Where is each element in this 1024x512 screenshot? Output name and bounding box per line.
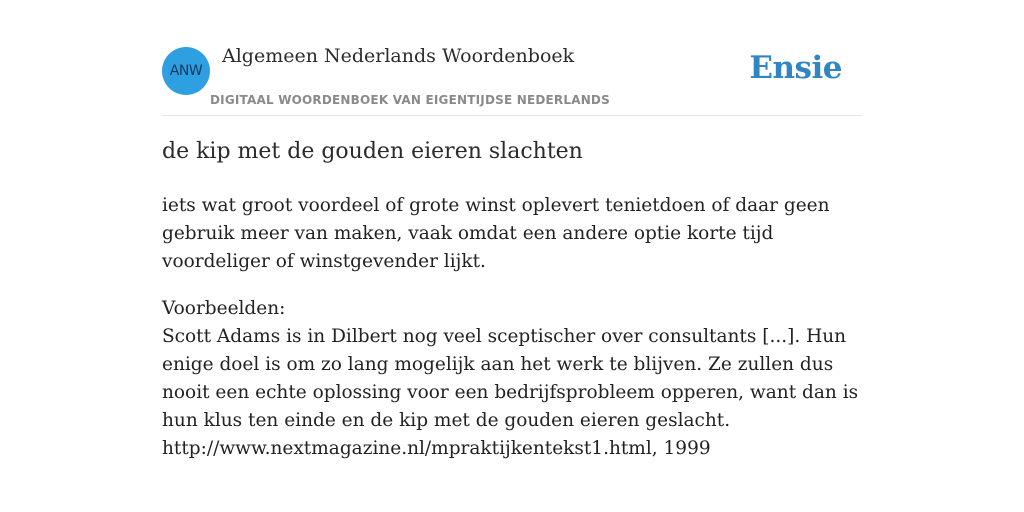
anw-logo[interactable]: ANW (162, 47, 210, 95)
site-title[interactable]: Algemeen Nederlands Woordenboek (222, 45, 575, 67)
example-source: http://www.nextmagazine.nl/mpraktijkentekst1.html, 1999 (162, 438, 711, 459)
ensie-brand-logo[interactable]: Ensie (749, 50, 842, 86)
example-text: Scott Adams is in Dilbert nog veel sceptischer over consultants [...]. Hun enige doel is om zo lang mogelijk aan het werk te blijven. Ze zullen dus nooit een echte oplossing voor een bedrijfsprobleem opperen, want dan is hun klus ten einde en de kip met de gouden eieren geslacht. (162, 326, 859, 431)
site-subtitle: DIGITAAL WOORDENBOEK VAN EIGENTIJDSE NEDERLANDS (210, 93, 610, 107)
entry-definition: iets wat groot voordeel of grote winst oplevert tenietdoen of daar geen gebruik meer van maken, vaak omdat een andere optie korte tijd voordeliger of winstgevender lijkt. (162, 195, 830, 272)
entry-card (162, 0, 862, 512)
entry-term: de kip met de gouden eieren slachten (162, 139, 583, 164)
examples-label: Voorbeelden: (162, 298, 286, 319)
site-header (162, 0, 862, 116)
examples-section (162, 295, 862, 463)
